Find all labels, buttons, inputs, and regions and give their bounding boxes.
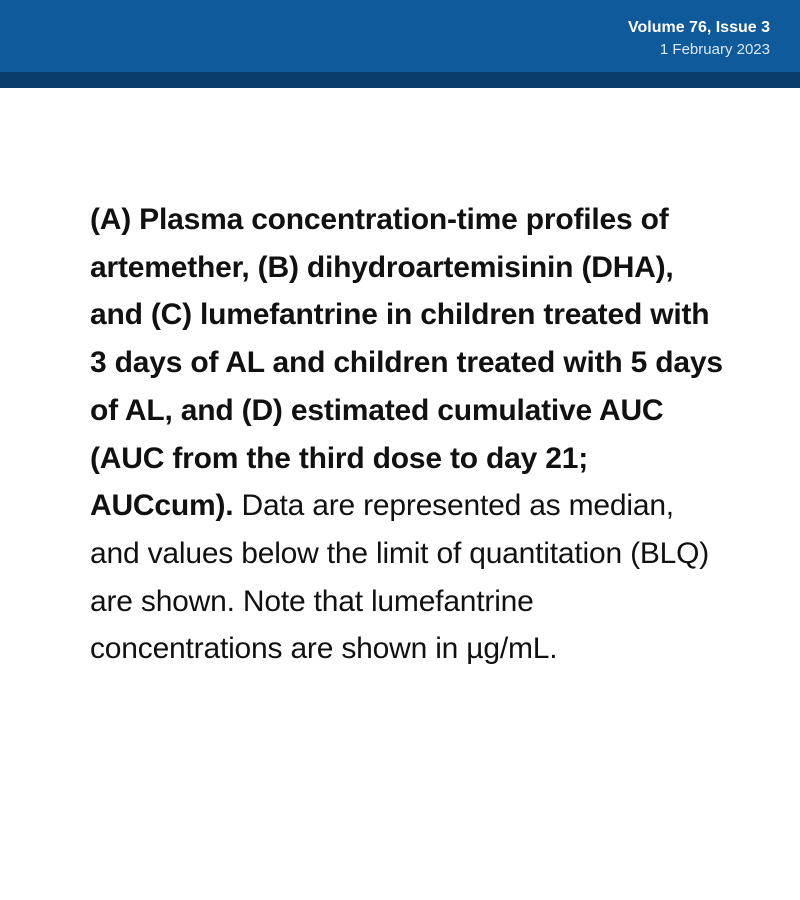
figure-caption: [90, 196, 730, 673]
caption-bold-text: (A) Plasma concentration-time profiles of artemether, (B) dihydroartemisinin (DHA), and (C) lumefantrine in children treated with 3 days of AL and children treated with 5 days of AL, and (D) estimated cumulative AUC (AUC from the third dose to day 21; AUCcum).: [90, 203, 723, 523]
caption-normal-text: Data are represented as median, and values below the limit of quantitation (BLQ) are shown. Note that lumefantrine concentrations are shown in µg/mL.: [90, 489, 710, 666]
volume-issue-label: Volume 76, Issue 3: [628, 19, 770, 36]
issue-info: [628, 17, 770, 61]
issue-date-label: 1 February 2023: [659, 41, 770, 58]
header-bottom-stripe: [0, 72, 800, 88]
journal-header-bar: [0, 0, 800, 88]
